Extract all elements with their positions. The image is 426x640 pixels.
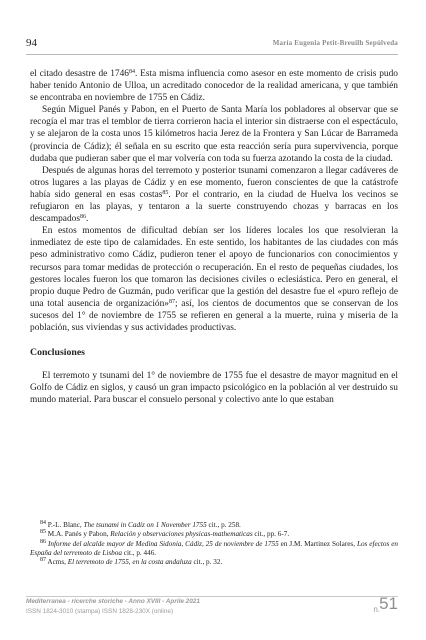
header-divider: [26, 54, 398, 55]
footnote: $^{86}$ Informe del alcalde mayor de Medina Sidonia, Cádiz, 25 de noviembre de 1755 en J.M. Martinez Solares, Los efectos en España del terremoto de Lisboa cit., p. 446.: [30, 538, 398, 557]
footnote-ref[interactable]: 85: [162, 189, 169, 196]
paragraph: En estos momentos de dificultad debían ser los líderes locales los que resolvieran la inmediatez de este tipo de calamidades. En este sentido, los habitantes de las ciudades con más peso administrativo como Cádiz, pudieron tener el apoyo de funcionarios con conocimientos y recursos para tomar medidas de protección o recuperación. En el resto de pequeñas ciudades, los gestores locales fueron los que tomaron las decisiones civiles o eclesiástica. Pero en general, el propio duque Pedro de Guzmán, pudo verificar que la gestión del desastre fue el «puro reflejo de una total ausencia de organización»$^{87}$; así, los cientos de documentos que se conservan de los sucesos del 1° de noviembre de 1755 se refieren en general a la muerte, ruina y miseria de la población, sus viviendas y sus actividades productivas.: [30, 226, 398, 333]
journal-name: Mediterranea - ricerche storiche - Anno XVIII - Aprile 2021: [26, 598, 200, 605]
footer-divider: [26, 596, 398, 597]
footnote-ref[interactable]: 84: [128, 69, 135, 75]
paragraph: Según Miguel Panés y Pabon, en el Puerto de Santa María los pobladores al observar que se recogía el mar tras el temblor de tierra corrieron hacia el interior sin distraerse con el espectáculo, y se alejaron de la costa unos 15 kilómetros hacia Jerez de la Frontera y San Lúcar de Barrameda (provincia de Cádiz); él señala en su escrito que esta reacción sería pura supervivencia, porque dudaba que pudieran saber que el mar volvería con toda su fuerza azotando la costa de la ciudad.: [30, 105, 398, 164]
main-text: [30, 68, 398, 406]
paragraph: El terremoto y tsunami del 1° de noviembre de 1755 fue el desastre de mayor magnitud en el Golfo de Cádiz en siglos, y causó un gran impacto psicológico en la población al ver destruido su mundo material. Para buscar el consuelo personal y colectivo ante lo que estaban: [30, 371, 398, 406]
issue-number: 51: [379, 594, 398, 613]
footnote: $^{85}$ M.A. Panés y Pabon, Relación y observaciones physicas-mathematicas cit., pp. 6-7.: [40, 529, 290, 539]
running-header-author: María Eugenia Petit-Breuilh Sepúlveda: [272, 39, 398, 47]
footnote: $^{87}$ Acms, El terremoto de 1755, en la costa andaluza cit., p. 32.: [40, 557, 223, 567]
paragraph: el citado desastre de 1746$^{84}$. Esta misma influencia como asesor en este momento de crisis pudo haber tenido Antonio de Ulloa, un acreditado conocedor de la realidad americana, y que también se encontraba en noviembre de 1755 en Cádiz.: [30, 69, 398, 104]
issn-line: ISSN 1824-3010 (stampa) ISSN 1828-230X (online): [26, 608, 174, 615]
issue-prefix: n.: [373, 605, 380, 614]
page-number: 94: [26, 37, 37, 49]
footnote-ref[interactable]: 87: [169, 298, 175, 305]
paragraph: Después de algunas horas del terremoto y posterior tsunami comenzaron a llegar cadáveres de otros lugares a las playas de Cádiz y en ese momento, fueron conscientes de que la catástrofe había sido general en esas costas$^{85}$. Por el contrario, en la ciudad de Huelva los vecinos se refugiaron en las playas, y tentaron a la suerte construyendo chozas y barracas en los descampados$^{86}$.: [30, 165, 398, 225]
footnote-ref[interactable]: 86: [79, 214, 86, 221]
section-heading: Conclusiones: [30, 347, 85, 359]
footnote: $^{84}$ P.-L. Blanc, The tsunami in Cadiz on 1 November 1755 cit., p. 258.: [40, 520, 241, 529]
footnotes: [30, 521, 398, 567]
